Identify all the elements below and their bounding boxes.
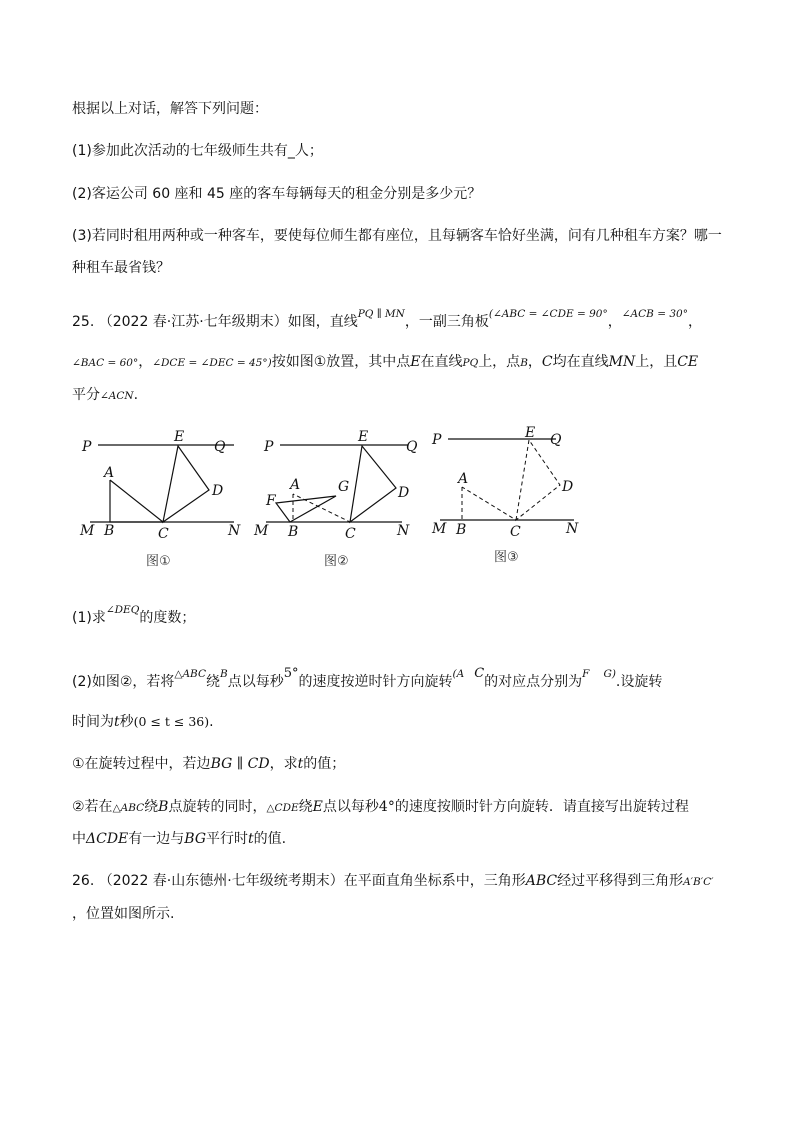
angle-acn: ∠ACN [100,390,134,402]
q25-source: （2022 春·江苏·七年级期末）如图，直线 [98,314,358,330]
q25-sub2-line1 [72,666,663,693]
label-p: P [432,432,442,448]
label-b: B [104,523,115,539]
q25-line1 [72,308,702,333]
label-m: M [80,523,95,539]
text-segment: (1)求 [72,610,106,626]
text-segment: 平行时 [206,831,249,847]
text-segment: . [209,714,214,730]
label-c: C [510,524,521,540]
line-mn: MN [608,354,636,370]
q24-part3-line1: (3)若同时租用两种或一种客车，要使每位师生都有座位，且每辆客车恰好坐满，问有几种租车方案？哪一 [72,228,722,244]
label-d: D [212,483,224,499]
label-p: P [82,439,92,455]
point-e: E [312,799,323,815]
text-segment: ①在旋转过程中，若边 [72,756,211,772]
label-n: N [566,521,579,537]
point-g: G) [603,668,616,680]
bg-parallel-cd: BG ∥ CD [210,756,270,772]
triangle-cde-symbol: ΔCDE [86,831,129,847]
text-segment: ， [607,314,622,330]
text-segment: 中 [72,831,86,847]
label-d: D [562,479,574,495]
label-m: M [432,521,447,537]
text-segment: 在直线 [420,354,463,370]
text-segment: 点旋转的同时， [168,799,267,815]
q25-case2-line1 [72,797,689,818]
label-b: B [288,524,299,540]
point-f: F [582,668,590,680]
text-segment: 有一边与 [128,831,185,847]
angle-dce-dec: ∠DCE = ∠DEC = 45°) [152,357,272,369]
triangle-cde [350,446,396,522]
text-segment: 均在直线 [552,354,609,370]
triangle-cde-dashed [516,440,560,520]
variable-t: t [297,756,304,772]
point-b: B [220,668,228,680]
label-d: D [398,485,410,501]
q26-line1 [72,871,714,892]
q24-part2: (2)客运公司 60 座和 45 座的客车每辆每天的租金分别是多少元？ [72,186,482,202]
text-segment: 绕 [206,674,220,690]
point-a: (A [452,668,465,680]
text-segment: 上，且 [635,354,678,370]
variable-t: t [248,831,254,847]
label-b: B [456,522,467,538]
label-n: N [228,523,241,539]
text-segment: ， [687,314,702,330]
speed-5-deg: 5° [283,666,299,681]
intro-text: 根据以上对话，解答下列问题： [72,101,268,117]
label-e: E [174,429,185,445]
speed-4-deg: 4° [378,799,395,815]
angle-bac: ∠BAC = 60° [72,357,139,369]
label-f: F [266,493,276,509]
text-segment: 按如图①放置，其中点 [271,354,411,370]
text-segment: ， [138,354,153,370]
label-q: Q [406,439,418,455]
q25-line2 [72,352,698,373]
text-segment: 秒 [119,714,134,730]
q25-number: 25. [72,314,95,330]
figure-1-caption: 图① [146,554,171,569]
figure-1 [74,425,254,575]
text-segment: . [133,387,139,403]
text-segment: ， [527,354,542,370]
point-c: C [541,354,553,370]
point-b: B [158,799,169,815]
text-segment: 时间为 [72,714,114,730]
label-n: N [397,523,410,539]
label-c: C [158,526,169,542]
text-segment: .设旋转 [615,674,663,690]
text-segment: 上，点 [478,354,521,370]
text-segment: 的值. [253,831,287,847]
figure-3-caption: 图③ [494,550,519,565]
triangle-abc-prime-name: A′B′C′ [683,876,714,888]
text-segment: 点以每秒 [227,674,284,690]
text-segment: 的度数； [139,610,196,626]
text-segment: ，一副三角板 [404,314,489,330]
text-segment: 的速度按顺时针方向旋转．请直接写出旋转过程 [394,799,689,815]
angle-acb: ∠ACB = 30° [621,308,688,320]
segment-bg: BG [184,831,207,847]
point-e: E [410,354,421,370]
label-m: M [254,523,269,539]
figure-2 [252,425,432,575]
q25-line3 [72,385,138,406]
point-b: B [520,357,528,369]
triangle-abc-dashed [462,487,516,520]
label-g: G [338,479,350,495]
triangle-abc-name: ABC [525,873,558,889]
text-segment: （2022 春·山东德州·七年级统考期末）在平面直角坐标系中，三角形 [98,873,526,889]
text-segment: 点以每秒 [322,799,379,815]
label-c: C [345,526,356,542]
text-segment: ②若在 [72,799,113,815]
point-c: C [474,666,485,681]
angle-abc-cde: (∠ABC = ∠CDE = 90° [488,308,608,320]
label-e: E [358,429,369,445]
figure-2-caption: 图② [324,554,349,569]
text-segment: 的值； [303,756,346,772]
variable-t: t [114,714,120,730]
angle-deq: ∠DEQ [105,604,140,616]
label-a: A [290,477,301,493]
text-segment: 的对应点分别为 [484,674,583,690]
q25-sub2-line2 [72,712,214,732]
figure-3 [428,425,588,575]
label-q: Q [550,432,562,448]
label-e: E [525,425,536,441]
text-segment: 平分 [72,387,100,403]
text-segment: 的速度按逆时针方向旋转 [298,674,453,690]
q25-case2-line2 [72,829,286,849]
triangle-abc [110,480,163,522]
label-a: A [104,465,115,481]
text-segment: 经过平移得到三角形 [557,873,684,889]
time-range: (0 ≤ t ≤ 36) [133,714,210,729]
text-segment: (2)如图②，若将 [72,674,175,690]
q26-line2: ，位置如图所示. [72,906,175,922]
triangle-abc-symbol: △ABC [112,802,145,814]
q26-number: 26. [72,873,95,889]
triangle-cde [163,446,209,522]
text-segment: ，求 [269,756,298,772]
q24-part1: (1)参加此次活动的七年级师生共有_人； [72,143,323,159]
line-pq: PQ [462,357,479,369]
q25-case1 [72,754,345,774]
segment-ce: CE [677,354,699,370]
q25-sub1 [72,604,196,629]
label-a: A [458,471,469,487]
triangle-abc-symbol: △ABC [174,668,206,680]
q24-part3-line2: 种租车最省钱？ [72,260,170,276]
label-q: Q [214,439,226,455]
text-segment: 绕 [298,799,313,815]
triangle-cde-symbol: △CDE [266,802,299,814]
pq-parallel-mn: PQ ∥ MN [357,308,405,320]
text-segment: 绕 [144,799,159,815]
label-p: P [264,439,274,455]
